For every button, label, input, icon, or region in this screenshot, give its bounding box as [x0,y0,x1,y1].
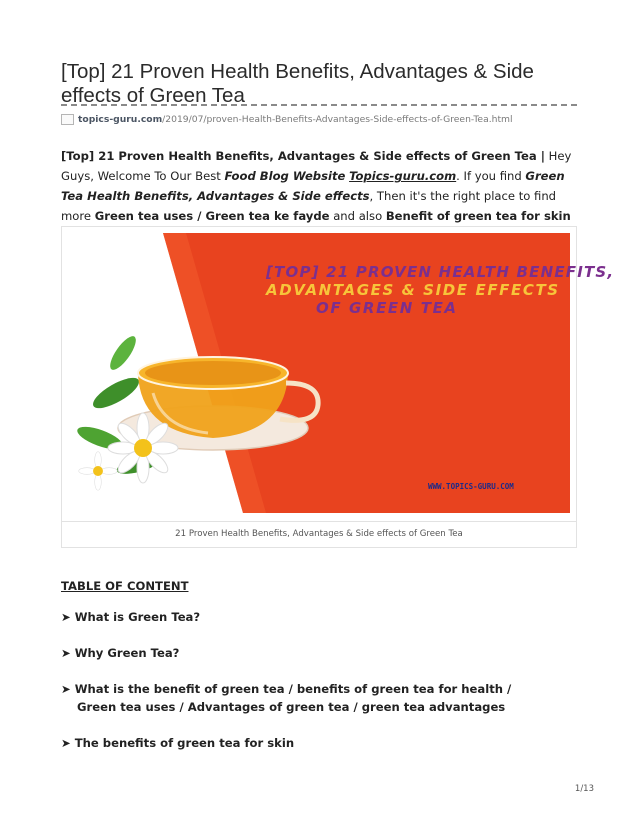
toc-item[interactable] [61,644,581,662]
intro-text: Hey Guys, Welcome To Our Best [61,149,572,183]
featured-image-figure [61,226,615,548]
toc-item[interactable] [61,608,581,626]
intro-text: , Then it's the right place to find more [61,189,557,223]
title-divider [61,104,577,106]
arrow-icon: ➤ [61,736,71,750]
intro-bold: Benefit of green tea for skin [385,209,571,223]
intro-emphasis: Food Blog Website [224,169,346,183]
banner-url: WWW.TOPICS-GURU.COM [428,482,514,491]
intro-text: and also [329,209,386,223]
toc-item[interactable] [61,734,581,752]
toc-item[interactable] [61,680,581,716]
banner-title-line2: ADVANTAGES & SIDE EFFECTS [266,281,560,299]
source-url[interactable] [78,114,513,125]
source-domain[interactable]: topics-guru.com [78,113,163,125]
toc-item-label[interactable]: What is Green Tea? [74,610,201,624]
intro-emphasis: Green Tea Health Benefits, Advantages & Side effects [61,169,565,203]
featured-banner-image [68,233,615,513]
toc-item-label-continued[interactable]: Green tea uses / Advantages of green tea / green tea advantages [77,700,506,714]
toc-item-label[interactable]: Why Green Tea? [74,646,180,660]
toc-item-label[interactable]: What is the benefit of green tea / benefits of green tea for health / [74,682,512,696]
banner-title-line3: OF GREEN TEA [316,299,458,317]
toc-item-label[interactable]: The benefits of green tea for skin [74,736,295,750]
site-link[interactable]: Topics-guru.com [349,169,457,183]
arrow-icon: ➤ [61,610,71,624]
intro-text: . If you find [456,169,526,183]
favicon-icon [61,114,74,125]
caption-divider [62,521,576,522]
page-number: 1/13 [574,784,594,794]
arrow-icon: ➤ [61,646,71,660]
banner-title-line1: [TOP] 21 PROVEN HEALTH BENEFITS, [266,263,615,281]
page-title: [Top] 21 Proven Health Benefits, Advantages & Side effects of Green Tea [61,60,534,107]
source-line [61,112,513,126]
source-path[interactable]: /2019/07/proven-Health-Benefits-Advantages-Side-effects-of-Green-Tea.html [162,113,513,125]
arrow-icon: ➤ [61,682,71,696]
intro-bold: Green tea uses / Green tea ke fayde [94,209,330,223]
toc-heading: TABLE OF CONTENT [61,579,189,593]
intro-bold-title: [Top] 21 Proven Health Benefits, Advantages & Side effects of Green Tea | [61,149,545,163]
figure-caption: 21 Proven Health Benefits, Advantages & Side effects of Green Tea [175,529,463,539]
